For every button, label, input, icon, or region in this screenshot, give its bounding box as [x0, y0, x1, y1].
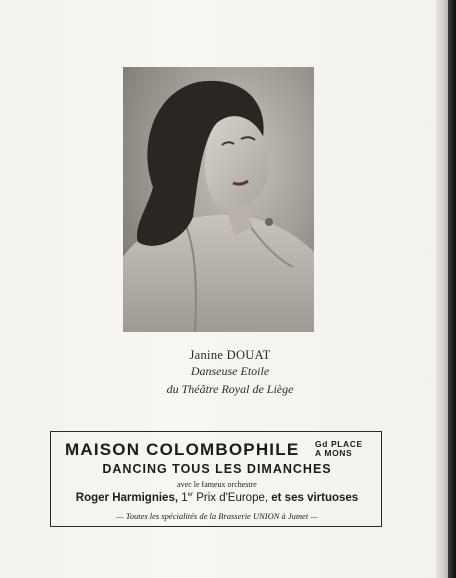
ad-prize-num: 1 — [181, 492, 188, 504]
ad-performer-line — [51, 492, 383, 504]
ad-prize-sup: er — [187, 492, 193, 499]
caption-last-name: DOUAT — [226, 348, 271, 362]
ad-virtuoses: et ses virtuoses — [271, 492, 359, 504]
portrait-illustration — [123, 67, 314, 332]
page-fold — [436, 0, 448, 578]
caption-venue: du Théâtre Royal de Liège — [166, 382, 294, 396]
caption-name — [120, 348, 340, 363]
ad-leader: Roger Harmignies, — [75, 492, 179, 504]
page-edge — [448, 0, 456, 578]
caption-first-name: Janine — [189, 348, 224, 362]
portrait-photo — [123, 67, 314, 332]
ad-prize: Prix d'Europe, — [196, 492, 269, 504]
ad-place-line1: Gd PLACE — [315, 439, 363, 449]
ad-orchestra-line: avec le fameux orchestre — [177, 480, 257, 489]
ad-title: MAISON COLOMBOPHILE — [65, 440, 300, 459]
advertisement-box — [50, 431, 382, 527]
ad-place-line2: A MONS — [315, 448, 353, 458]
ad-footer: — Toutes les spécialités de la Brasserie UNION à Jumet — — [116, 511, 318, 521]
ad-place — [315, 440, 385, 458]
ad-dancing: DANCING TOUS LES DIMANCHES — [102, 462, 332, 476]
caption-role: Danseuse Etoile — [190, 364, 270, 378]
